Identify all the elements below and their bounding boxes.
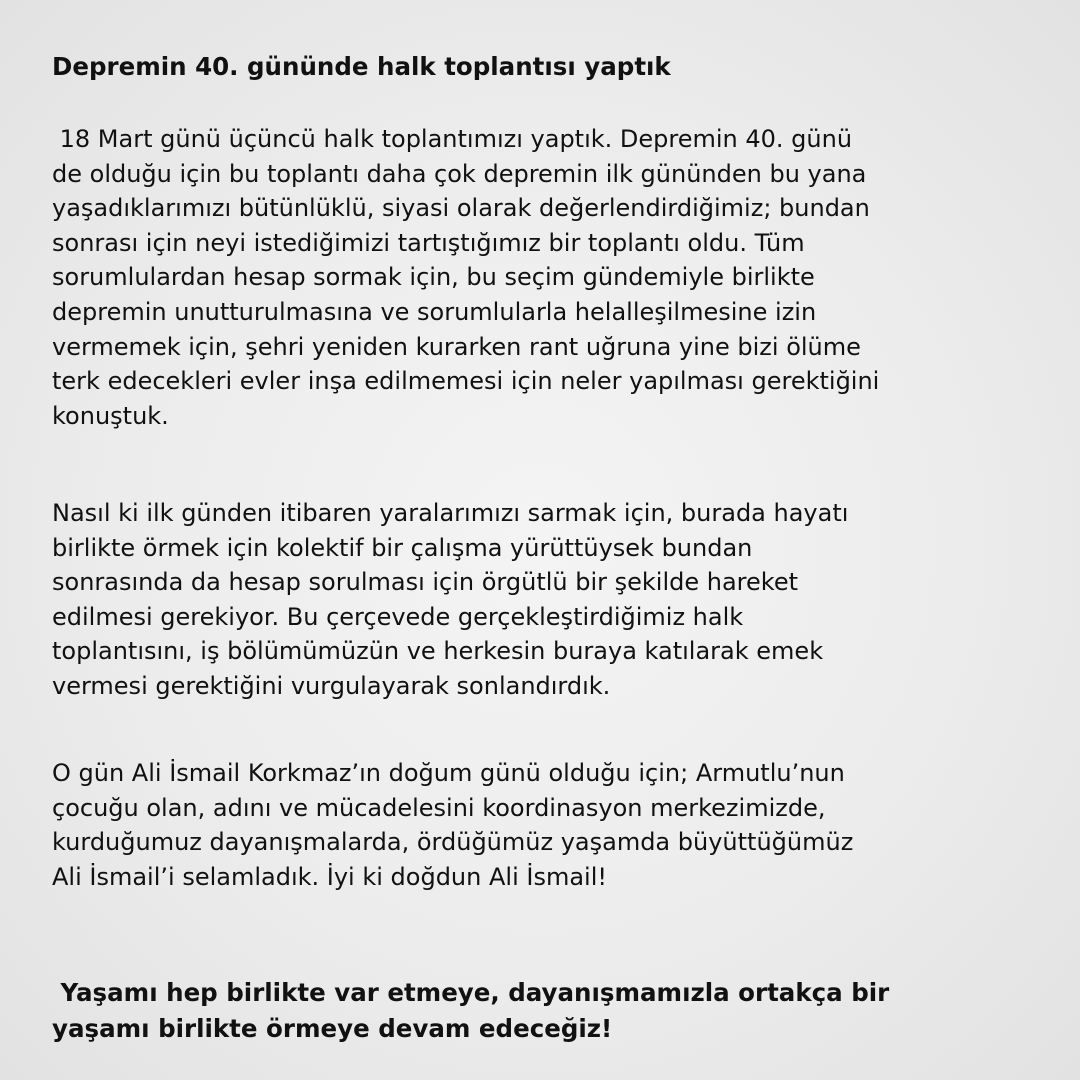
paragraph-organized-action: Nasıl ki ilk günden itibaren yaralarımızı sarmak için, burada hayatı birlikte örmek için kolektif bir çalışma yürüttüysek bundan sonrasında da hesap sorulması için örgütlü bir şekilde hareket edilmesi gerekiyor. Bu çerçevede gerçekleştirdiğimiz halk toplantısını, iş bölümümüzün ve herkesin buraya katılarak emek vermesi gerektiğini vurgulayarak sonlandırdık. — [52, 499, 849, 700]
document-title: Depremin 40. gününde halk toplantısı yaptık — [52, 52, 671, 81]
paragraph-meeting-summary: 18 Mart günü üçüncü halk toplantımızı yaptık. Depremin 40. günü de olduğu için bu toplantı daha çok depremin ilk gününden bu yana yaşadıklarımızı bütünlüklü, siyasi olarak değerlendirdiğimiz; bundan sonrası için neyi istediğimizi tartıştığımız bir toplantı oldu. Tüm sorumlulardan hesap sormak için, bu seçim gündemiyle birlikte depremin unutturulmasına ve sorumlularla helalleşilmesine izin vermemek için, şehri yeniden kurarken rant uğruna yine bizi ölüme terk edecekleri evler inşa edilmemesi için neler yapılması gerektiğini konuştuk. — [52, 125, 880, 430]
paragraph-ali-ismail-birthday: O gün Ali İsmail Korkmaz’ın doğum günü olduğu için; Armutlu’nun çocuğu olan, adını ve mücadelesini koordinasyon merkezimizde, kurduğumuz dayanışmalarda, ördüğümüz yaşamda büyüttüğümüz Ali İsmail’i selamladık. İyi ki doğdun Ali İsmail! — [52, 759, 854, 891]
closing-statement: Yaşamı hep birlikte var etmeye, dayanışmamızla ortakça bir yaşamı birlikte örmeye devam edeceğiz! — [52, 978, 890, 1043]
